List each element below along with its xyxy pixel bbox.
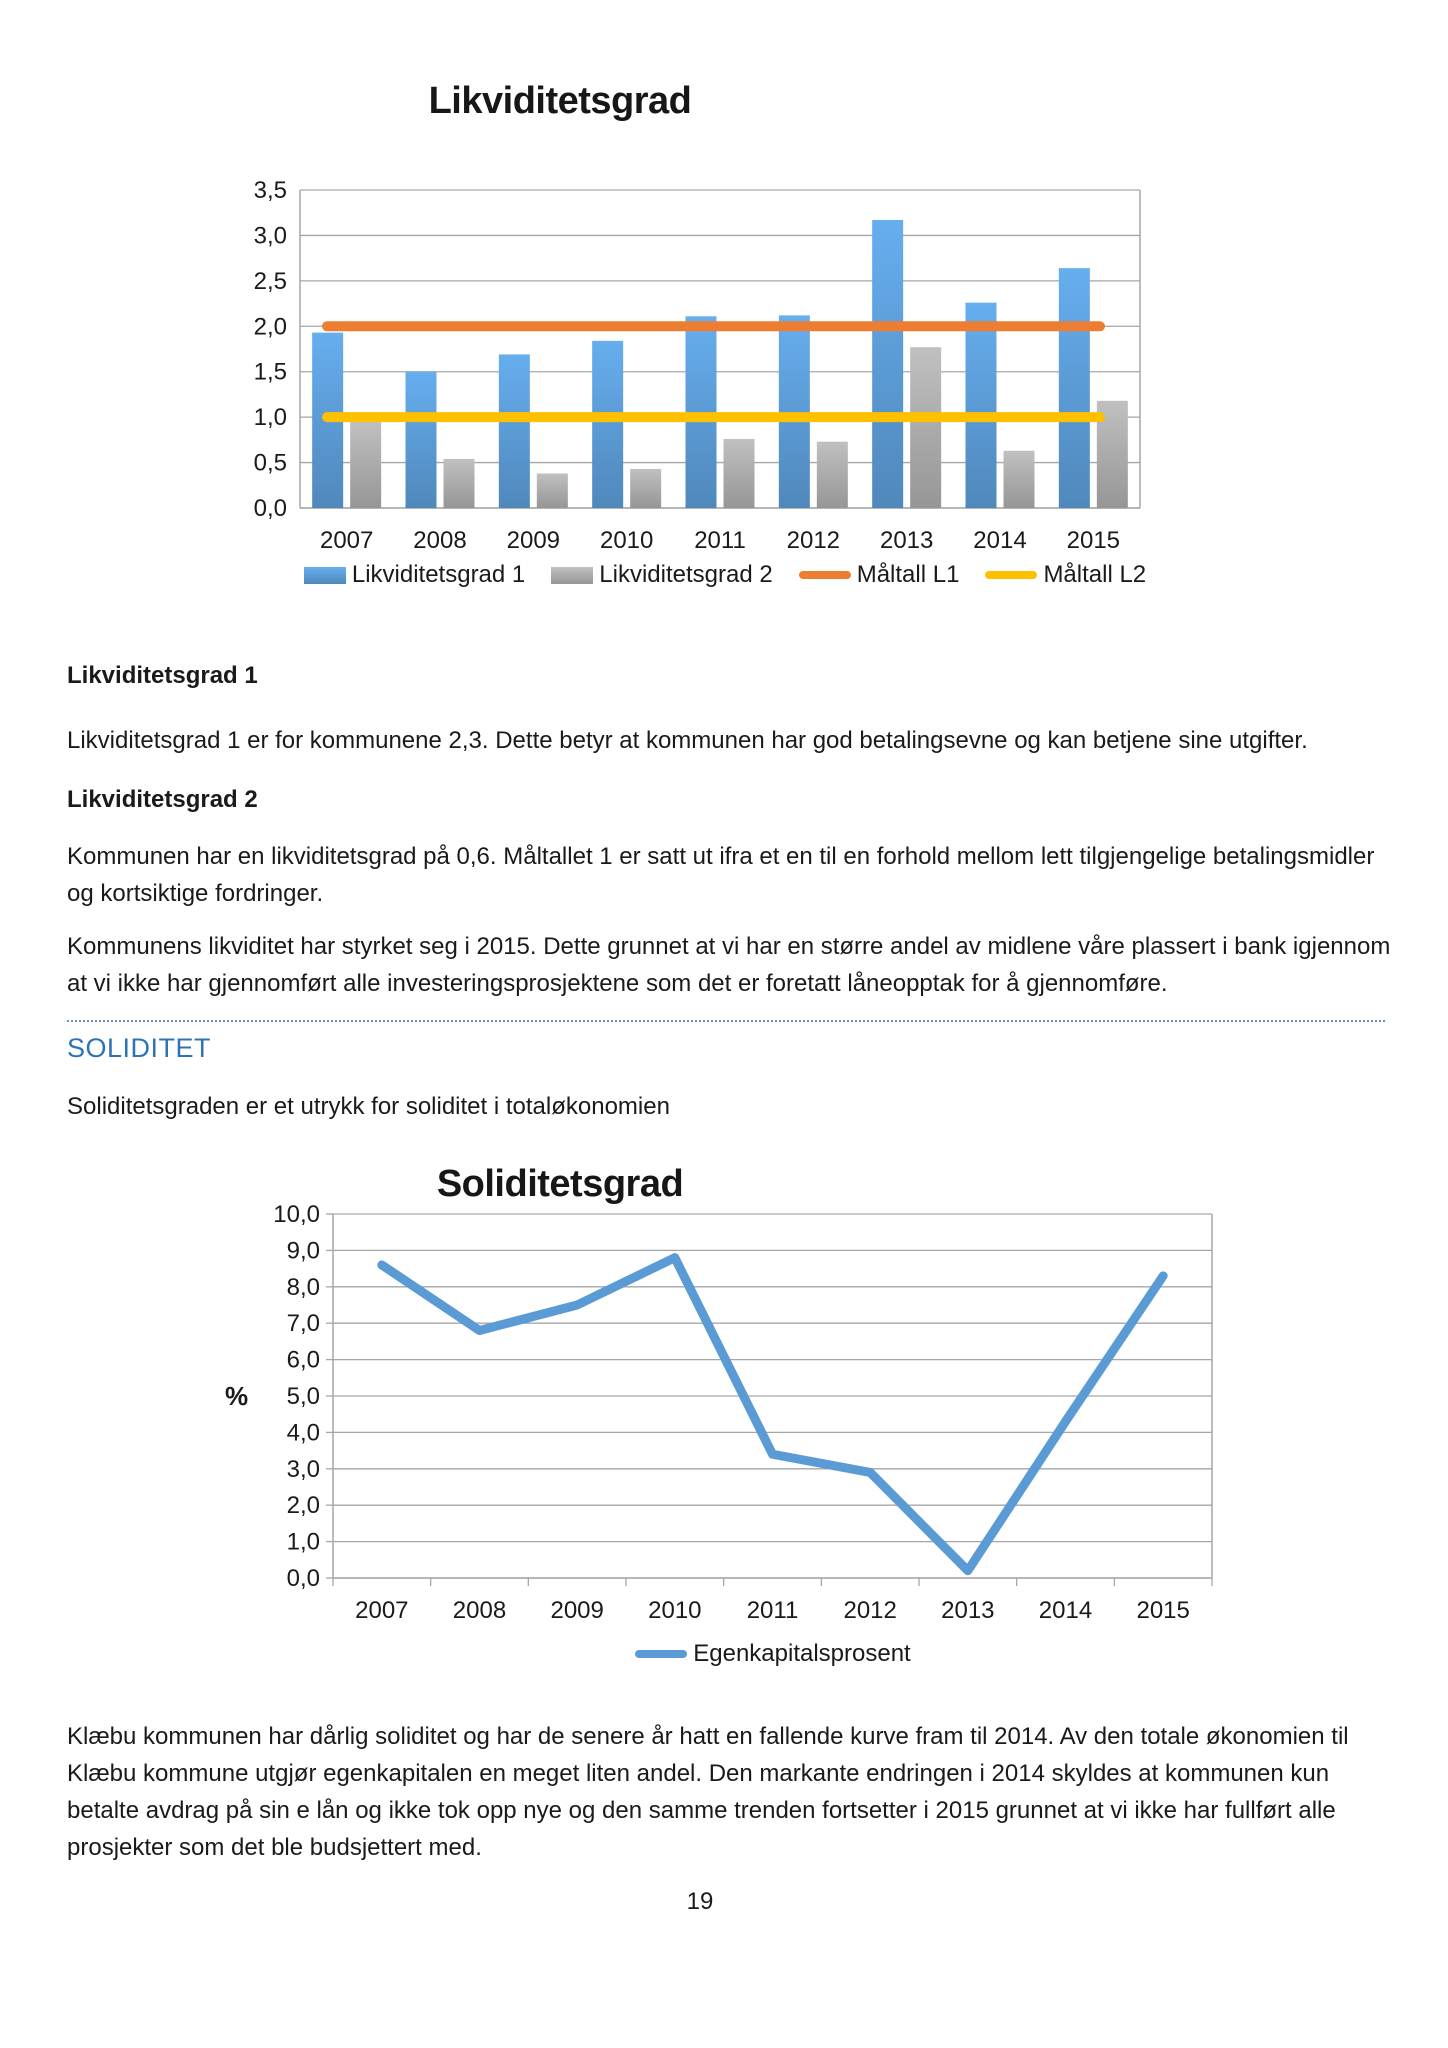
y-tick-label: 0,0 — [286, 1565, 320, 1592]
y-tick-label: 5,0 — [286, 1383, 320, 1410]
solidity-chart-legend — [333, 1640, 1213, 1668]
y-axis-label: % — [225, 1381, 249, 1411]
bar-likviditetsgrad-2-2009 — [537, 473, 568, 508]
liquidity-chart-legend — [160, 561, 1290, 589]
x-tick-label: 2010 — [599, 527, 654, 554]
x-tick-label: 2014 — [973, 527, 1027, 554]
legend-item-egenkapitalsprosent — [635, 1640, 910, 1668]
y-tick-label: 3,0 — [286, 1455, 320, 1483]
bar-series-likviditetsgrad-1 — [312, 220, 1090, 508]
x-tick-label: 2012 — [786, 527, 841, 554]
bar-likviditetsgrad-2-2014 — [1004, 451, 1035, 508]
legend-swatch-likviditetsgrad-1 — [304, 567, 346, 584]
x-tick-label: 2012 — [843, 1597, 897, 1624]
x-tick-label: 2009 — [506, 527, 561, 554]
y-tick-label: 4,0 — [286, 1419, 320, 1447]
legend-swatch-likviditetsgrad-2 — [551, 567, 593, 584]
legend-item-m-ltall-l1 — [799, 561, 960, 589]
x-tick-label: 2011 — [694, 527, 746, 554]
y-tick-label: 3,0 — [253, 222, 287, 250]
bar-likviditetsgrad-2-2013 — [910, 347, 941, 508]
liquidity-chart-title: Likviditetsgrad — [428, 80, 692, 122]
paragraph-likviditetsgrad-2: Kommunen har en likviditetsgrad på 0,6. Måltallet 1 er satt ut ifra et en til en forhold mellom lett tilgjengelige betalingsmidler og kortsiktige fordringer. — [67, 843, 1375, 907]
paragraph-soliditet-intro: Soliditetsgraden er et utrykk for soliditet i totaløkonomien — [67, 1093, 670, 1120]
x-tick-label: 2007 — [355, 1597, 409, 1624]
y-tick-label: 3,5 — [253, 177, 287, 204]
bar-likviditetsgrad-1-2010 — [592, 341, 623, 508]
legend-label: Måltall L2 — [1043, 561, 1147, 588]
page-number: 19 — [686, 1888, 714, 1915]
legend-item-m-ltall-l2 — [985, 561, 1146, 589]
bar-likviditetsgrad-2-2011 — [724, 439, 755, 508]
y-tick-label: 1,5 — [253, 358, 287, 386]
x-tick-label: 2015 — [1066, 527, 1121, 554]
bar-likviditetsgrad-1-2012 — [779, 315, 810, 508]
x-tick-label: 2013 — [879, 527, 934, 554]
bar-likviditetsgrad-2-2007 — [350, 422, 381, 508]
legend-swatch-egenkapitalsprosent — [635, 1650, 687, 1658]
heading-likviditetsgrad-1: Likviditetsgrad 1 — [67, 662, 258, 689]
x-tick-label: 2011 — [746, 1597, 799, 1624]
bar-likviditetsgrad-1-2015 — [1059, 268, 1090, 508]
x-tick-label: 2008 — [413, 527, 467, 554]
y-tick-label: 1,0 — [286, 1528, 320, 1556]
bar-likviditetsgrad-2-2010 — [630, 469, 661, 508]
y-tick-label: 2,0 — [286, 1492, 320, 1520]
paragraph-likviditetsgrad-1: Likviditetsgrad 1 er for kommunene 2,3. Dette betyr at kommunen har god betalingsevne og kan betjene sine utgifter. — [67, 727, 1308, 754]
line-plot-area — [326, 1214, 1212, 1586]
legend-item-likviditetsgrad-1 — [304, 561, 525, 589]
x-tick-label: 2007 — [319, 527, 374, 554]
heading-likviditetsgrad-2: Likviditetsgrad 2 — [67, 786, 258, 813]
x-tick-label: 2008 — [452, 1597, 507, 1624]
x-tick-label: 2014 — [1038, 1597, 1093, 1624]
y-tick-label: 2,5 — [253, 267, 287, 295]
liquidity-chart-plot — [0, 130, 1448, 570]
y-tick-label: 0,0 — [253, 495, 287, 522]
legend-label: Måltall L1 — [856, 561, 960, 588]
section-divider — [67, 1020, 1385, 1022]
bar-likviditetsgrad-1-2008 — [406, 372, 437, 508]
paragraph-soliditet-note: Klæbu kommunen har dårlig soliditet og har de senere år hatt en fallende kurve fram til 2014. Av den totale økonomien til Klæbu kommune utgjør egenkapitalen en meget liten andel. Den markante endringen i 2014 skyldes at kommunen kun betalte avdrag på sin e lån og ikke tok opp nye og den samme trenden fortsetter i 2015 grunnet at vi ikke har fullført alle prosjekter som det ble budsjettert med. — [67, 1723, 1349, 1861]
paragraph-liquidity-note: Kommunens likviditet har styrket seg i 2015. Dette grunnet at vi har en større andel av midlene våre plassert i bank igjennom at vi ikke har gjennomført alle investeringsprosjektene som det er foretatt låneopptak for å gjennomføre. — [67, 933, 1391, 997]
legend-label: Likviditetsgrad 2 — [599, 561, 773, 588]
line-series-egenkapitalsprosent — [382, 1258, 1163, 1571]
y-tick-label: 8,0 — [286, 1273, 320, 1301]
y-tick-label: 6,0 — [286, 1346, 320, 1374]
legend-item-likviditetsgrad-2 — [551, 561, 772, 589]
x-tick-label: 2009 — [550, 1597, 604, 1624]
bar-likviditetsgrad-1-2009 — [499, 354, 530, 508]
bar-likviditetsgrad-1-2013 — [872, 220, 903, 508]
heading-soliditet: SOLIDITET — [67, 1033, 212, 1063]
bar-plot-area — [300, 190, 1140, 508]
y-tick-label: 10,0 — [273, 1201, 320, 1228]
y-tick-label: 7,0 — [286, 1310, 320, 1338]
legend-label: Egenkapitalsprosent — [693, 1640, 911, 1667]
bar-likviditetsgrad-2-2008 — [444, 459, 475, 508]
solidity-chart-plot — [0, 1190, 1448, 1638]
x-tick-label: 2015 — [1136, 1597, 1190, 1624]
y-tick-label: 0,5 — [253, 449, 287, 477]
solidity-chart-title: Soliditetsgrad — [436, 1163, 684, 1205]
legend-swatch-m-ltall-l1 — [799, 571, 851, 579]
y-tick-label: 9,0 — [286, 1237, 320, 1265]
bar-likviditetsgrad-2-2012 — [817, 442, 848, 508]
y-tick-label: 1,0 — [253, 404, 287, 432]
y-tick-label: 2,0 — [253, 313, 287, 341]
bar-likviditetsgrad-1-2014 — [966, 303, 997, 508]
legend-swatch-m-ltall-l2 — [985, 571, 1037, 579]
legend-label: Likviditetsgrad 1 — [351, 561, 526, 588]
x-tick-label: 2010 — [648, 1597, 702, 1624]
x-tick-label: 2013 — [941, 1597, 995, 1624]
